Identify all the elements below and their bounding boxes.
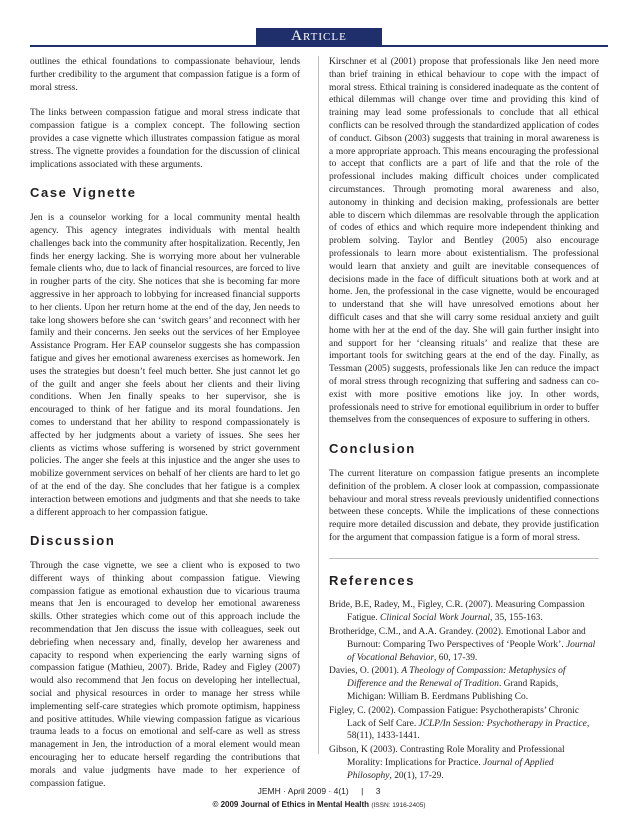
reference-item: Davies, O. (2001). A Theology of Compassion: Metaphysics of Difference and the Renewal of Tradition. Grand Rapids, Michigan: William B. Eerdmans Publishing Co.	[329, 666, 566, 703]
reference-item: Bride, B.E, Radey, M., Figley, C.R. (2007). Measuring Compassion Fatigue. Clinical Social Work Journal, 35, 155-163.	[329, 600, 585, 624]
intro-paragraph-1: outlines the ethical foundations to compassionate behaviour, lends further credibility to the argument that compassion fatigue is a form of moral stress.	[30, 57, 300, 93]
continued-paragraph: Kirschner et al (2001) propose that professionals like Jen need more than brief training in ethical behaviour to cope with the impact of moral stress. Ethical training is considered inadequate as the content of ethical dilemmas will change over time and providing this kind of training may lead some professionals to conclude that all ethical conflicts can be resolved through the standardized application of codes of conduct. Gibson (2003) suggests that training in moral awareness is a more appropriate approach. This means encouraging the professional to accept that conflicts are a part of life and that the role of the professional includes making difficult choices under complicated circumstances. Through promoting moral awareness and also, autonomy in thinking and decision making, professionals are better able to discern which dilemmas are resolvable through the application of codes of ethics and which require more independent thinking and problem solving. Taylor and Bentley (2005) also encourage professionals to learn more about existentialism. The professional would learn that anxiety and guilt are inevitable consequences of decisions made in the face of difficult situations both at work and at home. Jen, the professional in the case vignette, would be encouraged to understand that she will have unresolved emotions about her difficult cases and that she will carry some residual anxiety and guilt home with her at the end of the day. She will gain further insight into and support for her ‘cleansing rituals’ and realize that these are important tools for switching gears at the end of the day. Finally, as Tessman (2005) suggests, professionals like Jen can reduce the impact of moral stress through recognizing that suffering and sadness can co-exist with more positive emotions like joy. In other words, professionals need to strive for emotional equilibrium in order to buffer themselves from the consequences of exposure to suffering in others.	[329, 57, 599, 426]
footer-copyright-line	[0, 800, 638, 809]
discussion-heading: Discussion	[30, 533, 116, 549]
footer-issue-line	[0, 786, 638, 796]
intro-paragraph-2: The links between compassion fatigue and moral stress indicate that compassion fatigue is a complex concept. The following section provides a case vignette which illustrates compassion fatigue as moral stress. The vignette provides a foundation for the discussion of clinical implications associated with these arguments.	[30, 108, 300, 170]
journal-issue: JEMH · April 2009 · 4(1)	[257, 786, 349, 796]
references-heading: References	[329, 572, 416, 588]
reference-item: Figley, C. (2002). Compassion Fatigue: Psychotherapists’ Chronic Lack of Self Care. JCLP/In Session: Psychotherapy in Practice, 58(11), 1433-1441.	[329, 705, 590, 742]
conclusion-heading: Conclusion	[329, 441, 416, 457]
reference-item: Brotheridge, C.M., and A.A. Grandey. (2002). Emotional Labor and Burnout: Comparing Two Perspectives of ‘People Work’. Journal of Vocational Behavior, 60, 17-39.	[329, 627, 596, 663]
header-rule	[30, 45, 608, 47]
right-column	[329, 56, 599, 784]
discussion-paragraph: Through the case vignette, we see a client who is exposed to two different ways of thinking about compassion fatigue. Viewing compassion fatigue as emotional exhaustion due to vicarious trauma means that Jen is encouraged to develop her emotional awareness skills. Other strategies which come out of this approach include the recommendation that Jen discuss the issue with colleagues, seek out debriefing when necessary and, finally, develop her awareness and capacity to respond when experiencing the early warning signs of compassion fatigue (Mathieu, 2007). Bride, Radey and Figley (2007) would also recommend that Jen focus on developing her intellectual, social and physical resources in order to manage her stress while implementing self-care strategies which promote optimism, happiness and positive attitudes. While viewing compassion fatigue as vicarious trauma leads to a focus on emotional and self-care as well as stress management in Jen, the introduction of a moral element would mean encouraging her to educate herself regarding the contributions that morals and value judgments have made to her experience of compassion fatigue.	[30, 561, 300, 789]
column-divider	[318, 56, 319, 754]
issn-text: (ISSN: 1916-2405)	[371, 802, 426, 809]
page-number: 3	[375, 786, 381, 796]
left-column	[30, 56, 300, 803]
case-vignette-paragraph: Jen is a counselor working for a local community mental health agency. This agency integrates individuals with mental health challenges back into the community after hospitalization. Recently, Jen finds her energy lacking. She is worrying more about her vulnerable female clients who, due to lack of financial resources, are forced to live in rougher parts of the city. She notices that she is becoming far more aggressive in her approach to lobbying for increased financial supports to her clients. Upon her return home at the end of the day, Jen needs to take long showers before she can ‘switch gears’ and reconnect with her family and their concerns. Jen seeks out the services of her Employee Assistance Program. Her EAP counselor suggests she has compassion fatigue and gives her emotional awareness exercises as homework. Jen uses the strategies but doesn’t feel much better. She just cannot let go of the guilt and anger she feels about her clients and their living conditions. When Jen finally speaks to her supervisor, she is encouraged to think of her fatigue and its moral foundations. Jen comes to understand that her ability to respond compassionately is affected by her judgments about a variety of issues. She sees her clients as victims whose suffering is worsened by strict government policies. The anger she feels at this injustice and the anger she uses to mobilize government services on behalf of her clients are hard to let go of at the end of the day. She concludes that her fatigue is a complex interaction between emotions and judgments and that she needs to take a different approach to her compassion fatigue.	[30, 213, 300, 518]
footer-separator: |	[361, 786, 364, 796]
section-banner: Article	[256, 28, 382, 45]
reference-item: Gibson, K (2003). Contrasting Role Morality and Professional Morality: Implications for Practice. Journal of Applied Philosophy, 20(1), 17-29.	[329, 745, 565, 781]
reference-list	[329, 599, 599, 782]
references-rule	[329, 558, 599, 559]
copyright-text: © 2009 Journal of Ethics in Mental Health	[212, 800, 370, 809]
conclusion-paragraph: The current literature on compassion fatigue presents an incomplete definition of the problem. A closer look at compassion, compassionate behaviour and moral stress reveals previously unidentified connections between these concepts. While the implications of these connections require more detailed discussion and debate, they provide justification for the argument that compassion fatigue is a form of moral stress.	[329, 468, 599, 543]
case-vignette-heading: Case Vignette	[30, 185, 137, 201]
